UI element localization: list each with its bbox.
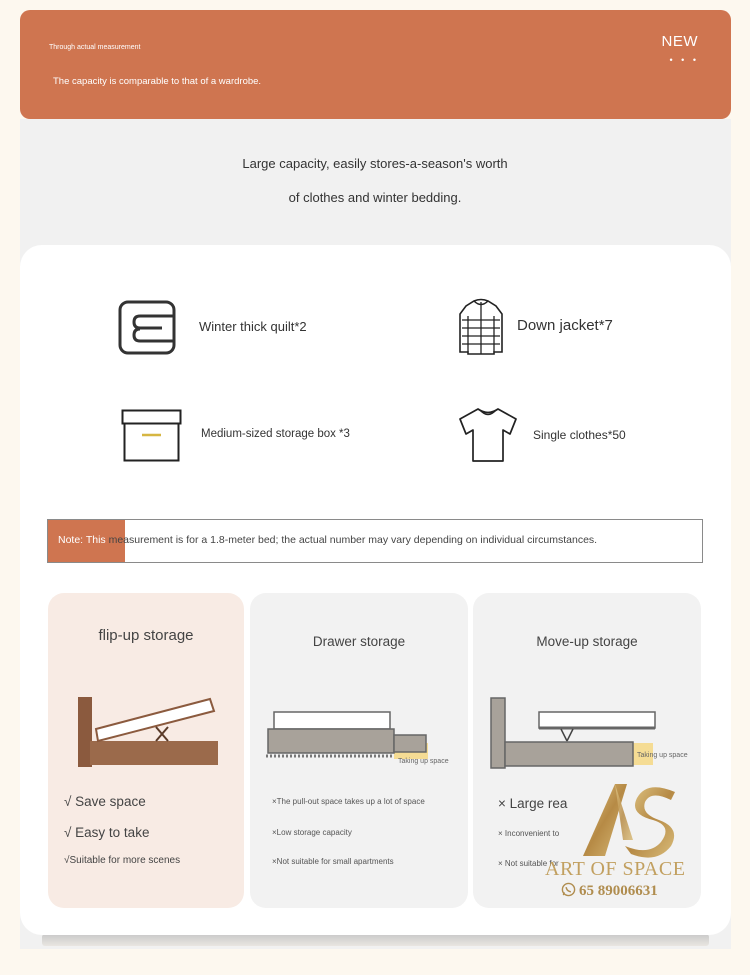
move-up-point-2: × Inconvenient to	[498, 829, 560, 838]
flip-up-bed-illustration	[76, 689, 221, 769]
art-of-space-logo	[545, 780, 695, 905]
t-shirt-icon	[458, 406, 518, 464]
item-quilt-label: Winter thick quilt*2	[199, 319, 307, 334]
move-up-bed-illustration	[489, 695, 685, 771]
move-up-taking-up-space-tag: Taking up space	[637, 752, 688, 759]
headline-line-2: of clothes and winter bedding.	[288, 190, 462, 205]
flip-up-storage-title: flip-up storage	[98, 627, 194, 644]
logo-phone-number: 65 89006631	[579, 883, 658, 899]
as-monogram-icon	[575, 780, 685, 858]
move-up-point-1: × Large rea	[498, 796, 568, 811]
whatsapp-icon	[561, 882, 576, 897]
storage-box-icon	[121, 409, 183, 463]
measurement-note	[47, 519, 703, 563]
drawer-point-2: ×Low storage capacity	[272, 828, 352, 837]
card-shadow	[42, 934, 709, 946]
drawer-point-3: ×Not suitable for small apartments	[272, 857, 394, 866]
banner-dots: • • •	[669, 55, 699, 65]
header-banner	[20, 10, 731, 119]
item-down-jacket-label: Down jacket*7	[517, 317, 613, 334]
drawer-taking-up-space-tag: Taking up space	[398, 758, 449, 765]
logo-brand-text: ART OF SPACE	[545, 858, 686, 880]
flip-up-point-1: √ Save space	[64, 794, 146, 809]
headline-line-1: Large capacity, easily stores-a-season's worth	[242, 156, 508, 171]
flip-up-point-2: √ Easy to take	[64, 825, 150, 840]
new-badge: NEW	[661, 33, 698, 50]
move-up-storage-title: Move-up storage	[536, 634, 638, 649]
note-label: Note: This	[58, 534, 106, 546]
move-up-point-3: × Not suitable for	[498, 859, 559, 868]
quilt-icon	[118, 299, 178, 357]
banner-title: The capacity is comparable to that of a wardrobe.	[53, 76, 262, 87]
item-storage-box-label: Medium-sized storage box *3	[201, 428, 350, 440]
drawer-storage-panel	[250, 593, 468, 908]
note-text: measurement is for a 1.8-meter bed; the actual number may vary depending on individual circumstances.	[105, 534, 598, 546]
drawer-storage-title: Drawer storage	[312, 634, 406, 649]
flip-up-storage-panel	[48, 593, 244, 908]
flip-up-point-3: √Suitable for more scenes	[64, 855, 181, 866]
down-jacket-icon	[458, 298, 504, 356]
banner-subtitle: Through actual measurement	[49, 44, 141, 51]
item-single-clothes-label: Single clothes*50	[533, 428, 626, 442]
drawer-point-1: ×The pull-out space takes up a lot of space	[272, 797, 425, 806]
